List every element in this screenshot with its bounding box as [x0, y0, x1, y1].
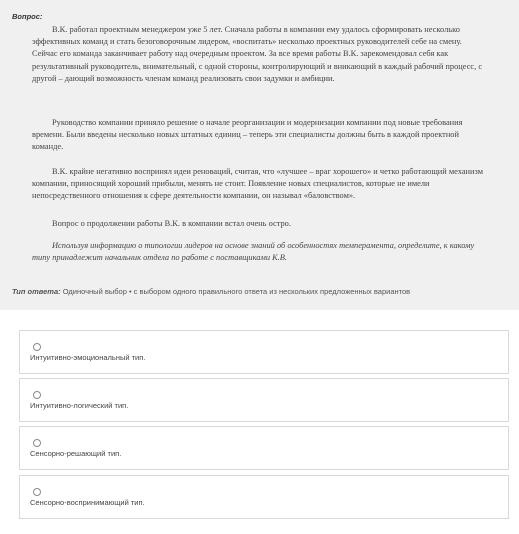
question-task	[32, 240, 487, 264]
radio-button[interactable]	[33, 343, 41, 351]
answer-option-label: Интуитивно-эмоциональный тип.	[30, 353, 146, 362]
answer-type-label: Тип ответа:	[12, 287, 61, 296]
radio-button[interactable]	[33, 439, 41, 447]
answer-option-4[interactable]	[19, 475, 509, 519]
question-paragraph-4	[32, 218, 487, 230]
task-text: Используя информацию о типологии лидеров на основе знаний об особенностях темперамента, определите, к какому типу принадлежит начальник отдела по работе с поставщиками К.В.	[32, 241, 475, 263]
answer-option-label: Сенсорно-решающий тип.	[30, 449, 122, 458]
radio-button[interactable]	[33, 391, 41, 399]
paragraph-text: В.К. крайне негативно воспринял идеи реноваций, считая, что «лучшее – враг хорошего» и четко работающий механизм компании, приносящий хороший прибыли, менять не стоит. Появление новых специалистов, которые не имели непосредственного отношения к сфере деятельности компании, он называл «баловством».	[32, 167, 484, 201]
question-paragraph-1	[32, 24, 487, 85]
answer-type	[12, 287, 410, 296]
answer-option-label: Сенсорно-воспринимающий тип.	[30, 498, 145, 507]
question-paragraph-2	[32, 117, 487, 154]
question-paragraph-3	[32, 166, 487, 203]
answer-option-2[interactable]	[19, 378, 509, 422]
answer-option-label: Интуитивно-логический тип.	[30, 401, 129, 410]
question-label: Вопрос:	[12, 12, 43, 21]
answer-type-value: Одиночный выбор • с выбором одного правильного ответа из нескольких предложенных вариантов	[62, 287, 411, 296]
paragraph-text: Руководство компании приняло решение о начале реорганизации и модернизации компании под новые требования времени. Были введены несколько новых штатных единиц – теперь эти специалисты должны быть в каждой проектной команде.	[32, 118, 463, 152]
answer-option-3[interactable]	[19, 426, 509, 470]
radio-button[interactable]	[33, 488, 41, 496]
paragraph-text: В.К. работал проектным менеджером уже 5 лет. Сначала работы в компании ему удалось сформировать несколько эффективных команд и стать безоговорочным лидером, «воспитать» несколько проектных руководителей себе на смену. Сейчас его команда заканчивает работу над очередным проектом. За все время работы В.К. зарекомендовал себя как результативный руководитель, внимательный, с одной стороны, контролирующий и вникающий в каждый рабочий процесс, с другой – дающий возможность членам команд реализовать свои задумки и амбиции.	[32, 25, 483, 83]
answer-option-1[interactable]	[19, 330, 509, 374]
paragraph-text: Вопрос о продолжении работы В.К. в компании встал очень остро.	[52, 219, 291, 228]
